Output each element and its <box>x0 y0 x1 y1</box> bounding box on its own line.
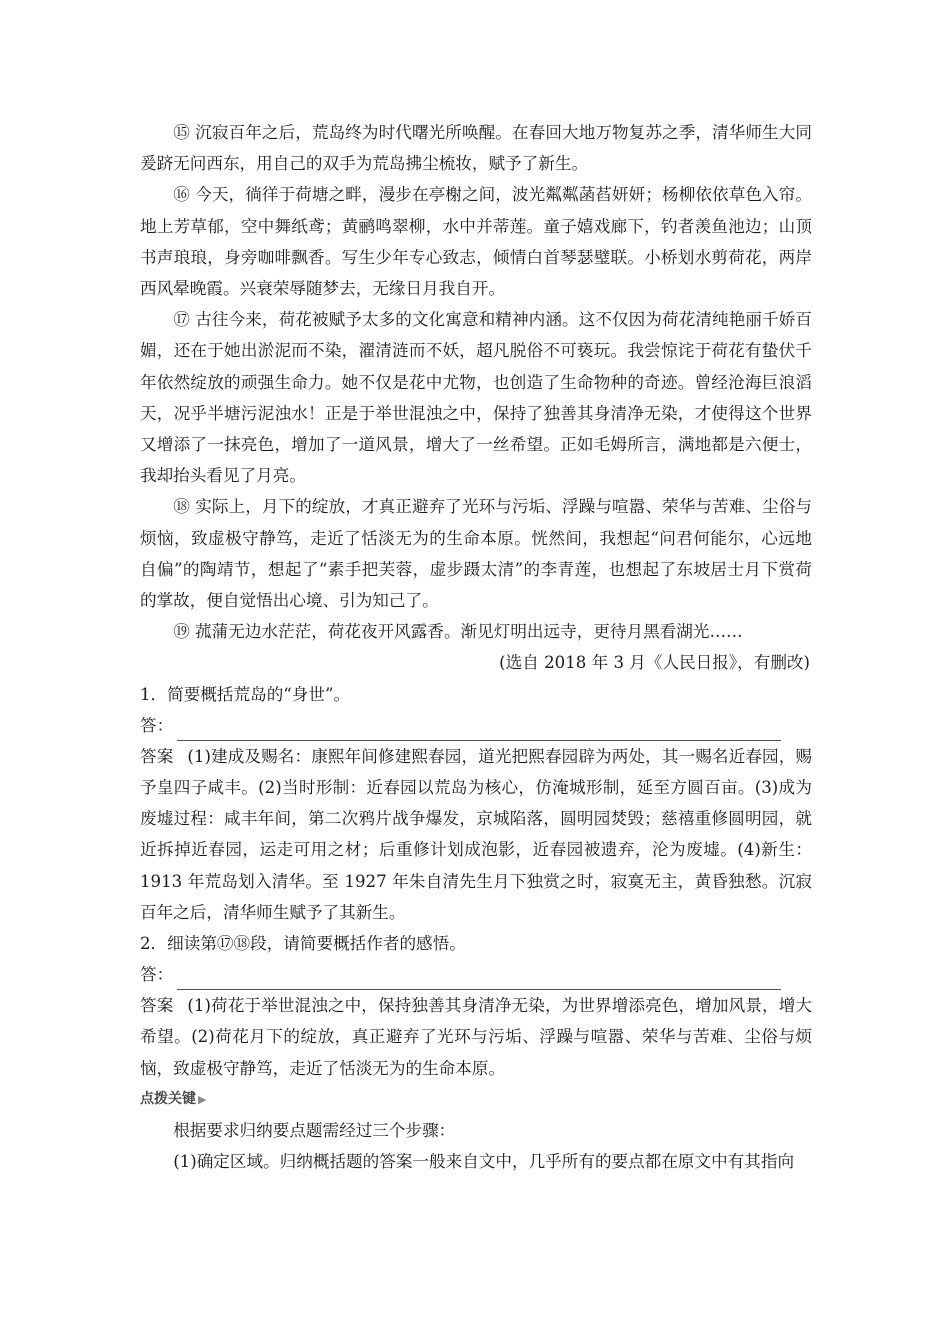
paragraph-18: ⑱ 实际上，月下的绽放，才真正避弃了光环与污垢、浮躁与喧嚣、荣华与苦难、尘俗与烦恼，致虚极守静笃，走近了恬淡无为的生命本原。恍然间，我想起“问君何能尔，心远地自偏”的陶靖节，想起了“素手把芙蓉，虚步蹑太清”的李青莲，也想起了东坡居士月下赏荷的掌故，便自觉悟出心境、引为知己了。 <box>140 497 812 611</box>
question-2-prompt: 2．细读第⑰⑱段，请简要概括作者的感悟。 <box>140 934 466 954</box>
answer-text: (1)建成及赐名：康熙年间修建熙春园，道光把熙春园辟为两处，其一赐名近春园，赐予皇四子咸丰。(2)当时形制：近春园以荒岛为核心，仿淹城形制，延至方圆百亩。(3)成为废墟过程：咸丰年间，第二次鸦片战争爆发，京城陷落，圆明园焚毁；慈禧重修圆明园，就近拆掉近春园，运走可用之材；后重修计划成泡影，近春园被遗弃，沦为废墟。(4)新生：1913 年荒岛划入清华。至 1927 年朱自清先生月下独赏之时，寂寞无主，黄昏独愁。沉寂百年之后，清华师生赋予了其新生。 <box>140 746 812 922</box>
answer-label: 答： <box>140 965 174 985</box>
answer-tag: 答案 <box>140 746 174 766</box>
question-1-answer <box>140 741 812 928</box>
key-points-heading <box>140 1084 812 1115</box>
paragraph-15: ⑮ 沉寂百年之后，荒岛终为时代曙光所唤醒。在春回大地万物复苏之季，清华师生大同爰跻无问西东，用自己的双手为荒岛拂尘梳妆，赋予了新生。 <box>140 123 812 174</box>
paragraph-19: ⑲ 菰蒲无边水茫茫，荷花夜开风露香。渐见灯明出远寺，更待月黑看湖光…… <box>173 622 743 642</box>
paragraph-16: ⑯ 今天，徜徉于荷塘之畔，漫步在亭榭之间，波光粼粼菡萏妍妍；杨柳依依草色入帘。地上芳草郁，空中舞纸鸢；黄鹂鸣翠柳，水中并蒂莲。童子嬉戏廊下，钓者羡鱼池边；山顶书声琅琅，身旁咖啡飘香。写生少年专心致志，倾情白首琴瑟璧联。小桥划水剪荷花，两岸西风晕晚霞。兴衰荣辱随梦去，无缘日月我自开。 <box>140 185 812 299</box>
key-points-line-2: (1)确定区域。归纳概括题的答案一般来自文中，几乎所有的要点都在原文中有其指向 <box>173 1152 795 1172</box>
answer-label: 答： <box>140 715 174 735</box>
play-triangle-icon: ▶ <box>198 1092 207 1106</box>
answer-blank-rule <box>177 722 781 741</box>
question-1-answer-line <box>140 710 812 741</box>
question-2-answer <box>140 990 812 1084</box>
answer-tag: 答案 <box>140 996 174 1016</box>
key-points-heading-text: 点拨关键 <box>140 1090 196 1107</box>
question-1-prompt: 1．简要概括荒岛的“身世”。 <box>140 684 351 704</box>
paragraph-17: ⑰ 古往今来，荷花被赋予太多的文化寓意和精神内涵。这不仅因为荷花清纯艳丽千娇百媚，还在于她出淤泥而不染，濯清涟而不妖，超凡脱俗不可亵玩。我尝惊诧于荷花有蛰伏千年依然绽放的顽强生命力。她不仅是花中尤物，也创造了生命物种的奇迹。曾经沧海巨浪滔天，况乎半塘污泥浊水！正是于举世混浊之中，保持了独善其身清净无染，才使得这个世界又增添了一抹亮色，增加了一道风景，增大了一丝希望。正如毛姆所言，满地都是六便士，我却抬头看见了月亮。 <box>140 310 812 486</box>
key-points-line-1: 根据要求归纳要点题需经过三个步骤： <box>173 1120 456 1140</box>
document-content <box>140 117 812 1177</box>
source-citation: (选自 2018 年 3 月《人民日报》，有删改) <box>499 653 810 673</box>
answer-blank-rule <box>177 971 781 990</box>
question-2-answer-line <box>140 959 812 990</box>
answer-text: (1)荷花于举世混浊之中，保持独善其身清净无染，为世界增添亮色，增加风景，增大希望。(2)荷花月下的绽放，真正避弃了光环与污垢、浮躁与喧嚣、荣华与苦难、尘俗与烦恼，致虚极守静笃，走近了恬淡无为的生命本原。 <box>140 996 812 1078</box>
